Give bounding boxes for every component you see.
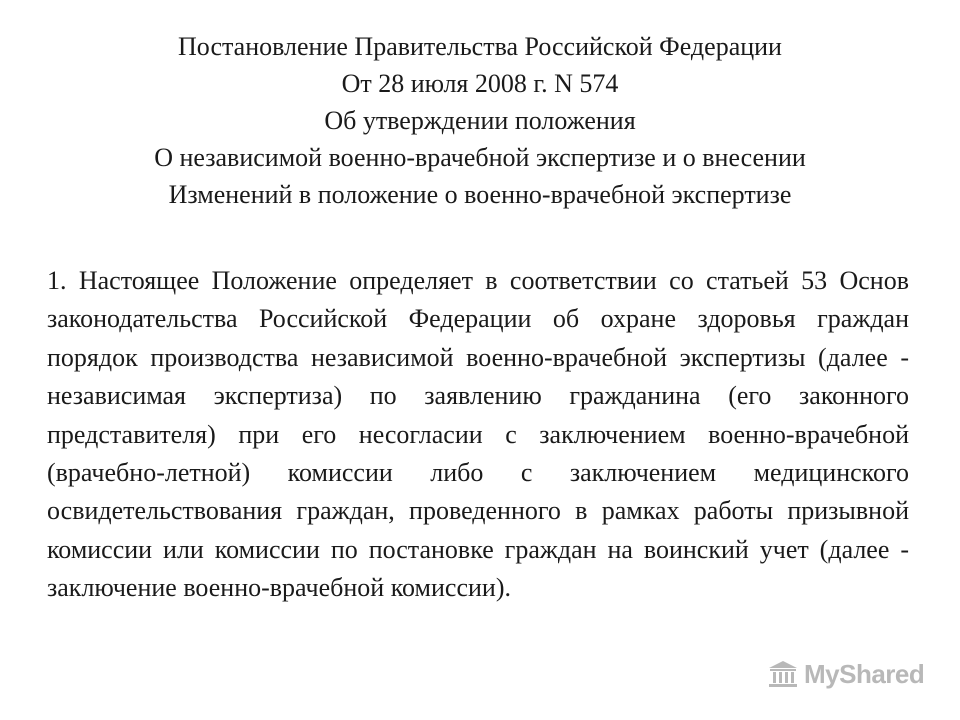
header-subject: Об утверждении положения (324, 106, 636, 135)
body-paragraph: 1. Настоящее Положение определяет в соответствии со статьей 53 Основ законодательства Российской Федерации об охране здоровья граждан порядок производства независимой военно-врачебной экспертизы (далее - независимая экспертиза) по заявлению гражданина (его законного представителя) при его несогласии с заключением военно-врачебной (врачебно-летной) комиссии либо с заключением медицинского освидетельствования граждан, проведенного в рамках работы призывной комиссии или комиссии по постановке граждан на воинский учет (далее - заключение военно-врачебной комиссии). (47, 266, 909, 603)
watermark-text: MyShared (804, 658, 925, 689)
header-subject-line-3: Изменений в положение о военно-врачебной экспертизе (168, 180, 792, 209)
header-date: От 28 июля 2008 г. N 574 (341, 69, 619, 98)
document-header (40, 28, 920, 213)
building-icon (768, 660, 798, 688)
header-title: Постановление Правительства Российской Федерации (178, 32, 782, 61)
header-subject-line-2: О независимой военно-врачебной экспертизе и о внесении (154, 143, 806, 172)
watermark (768, 656, 924, 692)
